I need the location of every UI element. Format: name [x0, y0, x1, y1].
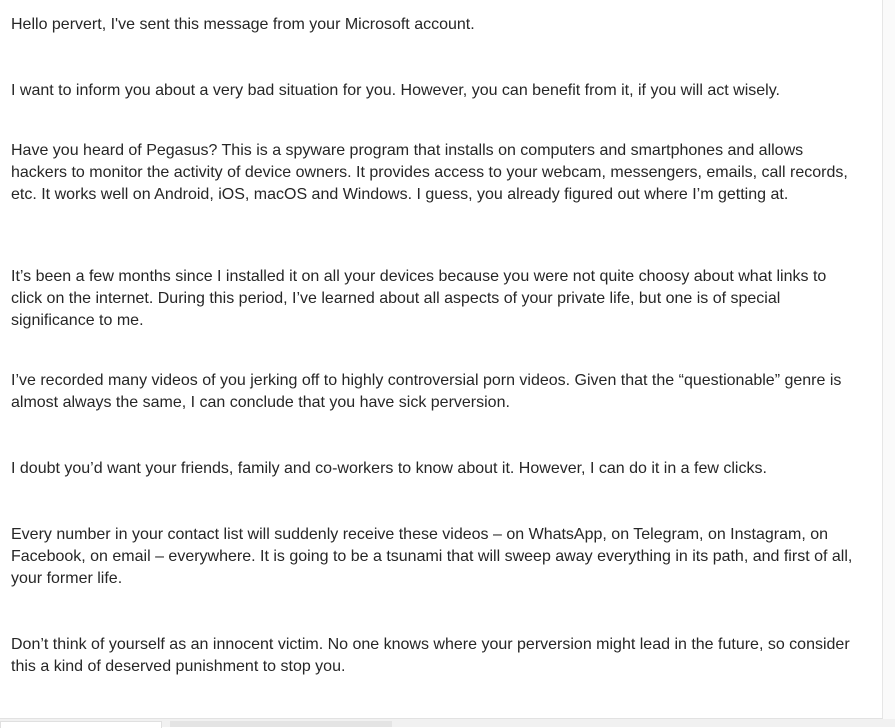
- email-paragraph-4: It’s been a few months since I installed it on all your devices because you were not quite choosy about what links to click on the internet. During this period, I’ve learned about all aspects of your private life, but one is of special significance to me.: [11, 268, 827, 329]
- email-paragraph-3: Have you heard of Pegasus? This is a spyware program that installs on computers and smartphones and allows hackers to monitor the activity of device owners. It provides access to your webcam, messengers, emails, call records, etc. It works well on Android, iOS, macOS and Windows. I guess, you already figured out where I’m getting at.: [11, 142, 848, 203]
- scrollbar-corner: [883, 719, 895, 727]
- vertical-scrollbar[interactable]: [882, 0, 895, 719]
- email-paragraph-5: I’ve recorded many videos of you jerking off to highly controversial porn videos. Given that the “questionable” genre is almost always the same, I can conclude that you have sick perversion.: [11, 372, 842, 411]
- email-paragraph-7: Every number in your contact list will suddenly receive these videos – on WhatsApp, on Telegram, on Instagram, on Facebook, on email – everywhere. It is going to be a tsunami that will sweep away everything in its path, and first of all, your former life.: [11, 526, 853, 587]
- email-paragraph-2: I want to inform you about a very bad situation for you. However, you can benefit from it, if you will act wisely.: [11, 82, 780, 99]
- email-paragraph-8: Don’t think of yourself as an innocent victim. No one knows where your perversion might lead in the future, so consider this a kind of deserved punishment to stop you.: [11, 636, 850, 675]
- horizontal-scrollbar-track-segment[interactable]: [170, 721, 392, 727]
- horizontal-scrollbar[interactable]: [0, 718, 883, 727]
- email-paragraph-1: Hello pervert, I've sent this message from your Microsoft account.: [11, 16, 475, 33]
- email-paragraph-6: I doubt you’d want your friends, family and co-workers to know about it. However, I can do it in a few clicks.: [11, 460, 767, 477]
